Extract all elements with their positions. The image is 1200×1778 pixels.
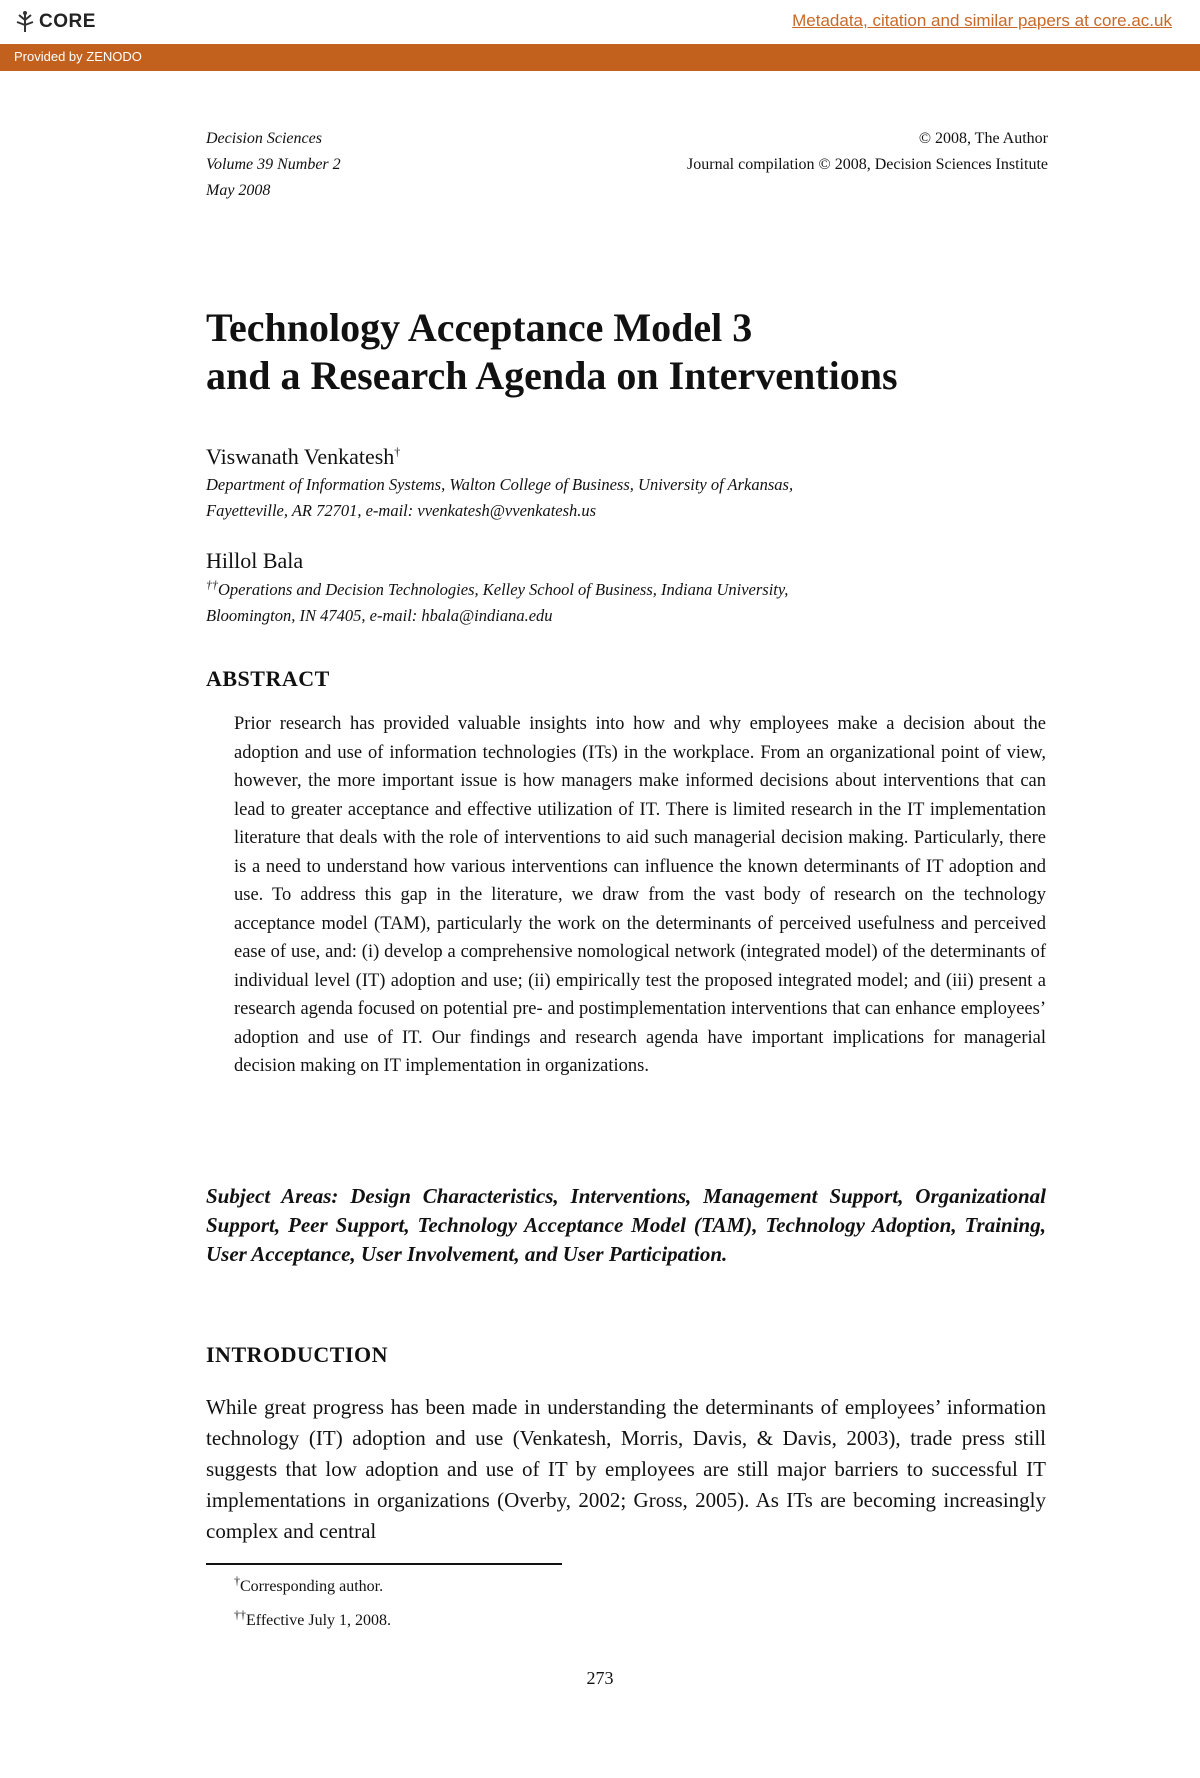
abstract-heading: ABSTRACT <box>206 666 330 691</box>
journal-info <box>206 126 341 204</box>
copyright-journal: Journal compilation © 2008, Decision Sciences Institute <box>687 156 1048 173</box>
author-1 <box>206 444 400 470</box>
copyright-info <box>687 126 1048 178</box>
provided-by-bar <box>0 44 1200 71</box>
journal-name: Decision Sciences <box>206 130 322 147</box>
author-1-marker: † <box>394 444 401 459</box>
author-2-affiliation-line-1: Operations and Decision Technologies, Kelley School of Business, Indiana University, <box>218 580 789 599</box>
core-banner <box>0 0 1200 44</box>
author-1-name: Viswanath Venkatesh <box>206 444 395 469</box>
author-2-affiliation-line-2: Bloomington, IN 47405, e-mail: hbala@indiana.edu <box>206 606 553 625</box>
title-line-2: and a Research Agenda on Interventions <box>206 353 898 398</box>
author-1-affiliation-line-2: Fayetteville, AR 72701, e-mail: vvenkatesh@vvenkatesh.us <box>206 501 597 520</box>
journal-volume: Volume 39 Number 2 <box>206 156 341 173</box>
core-logo-text: CORE <box>39 11 96 32</box>
footnote-divider <box>206 1563 562 1565</box>
title-line-1: Technology Acceptance Model 3 <box>206 305 753 350</box>
provided-by-text: Provided by ZENODO <box>14 49 142 64</box>
footnote-2-marker: †† <box>234 1607 246 1622</box>
abstract-text: Prior research has provided valuable insights into how and why employees make a decision about the adoption and use of information technologies (ITs) in the workplace. From an organizational point of view, however, the more important issue is how managers make informed decisions about interventions that can lead to greater acceptance and effective utilization of IT. There is limited research in the IT implementation literature that deals with the role of interventions to aid such managerial decision making. Particularly, there is a need to understand how various interventions can influence the known determinants of IT adoption and use. To address this gap in the literature, we draw from the vast body of research on the technology acceptance model (TAM), particularly the work on the determinants of perceived usefulness and perceived ease of use, and: (i) develop a comprehensive nomological network (integrated model) of the determinants of individual level (IT) adoption and use; (ii) empirically test the proposed integrated model; and (iii) present a research agenda focused on potential pre- and postimplementation interventions that can enhance employees’ adoption and use of IT. Our findings and research agenda have important implications for managerial decision making on IT implementation in organizations. <box>234 714 1046 1076</box>
core-logo-icon <box>14 10 36 34</box>
subject-areas: Subject Areas: Design Characteristics, Interventions, Management Support, Organizational Support, Peer Support, Technology Acceptance Model (TAM), Technology Adoption, Training, User Acceptance, User Involvement, and User Participation. <box>206 1184 1046 1266</box>
author-2-marker: †† <box>206 577 218 592</box>
footnote-1-text: Corresponding author. <box>240 1578 384 1595</box>
footnote-2 <box>234 1607 392 1630</box>
introduction-text: While great progress has been made in understanding the determinants of employees’ information technology (IT) adoption and use (Venkatesh, Morris, Davis, & Davis, 2003), trade press still suggests that low adoption and use of IT by employees are still major barriers to successful IT implementations in organizations (Overby, 2002; Gross, 2005). As ITs are becoming increasingly complex and central <box>206 1395 1046 1543</box>
author-1-affiliation-line-1: Department of Information Systems, Walton College of Business, University of Arkansas, <box>206 475 794 494</box>
author-2 <box>206 548 303 574</box>
footnote-1 <box>234 1573 384 1596</box>
footnote-1-marker: † <box>234 1573 240 1588</box>
author-2-affiliation <box>206 577 1052 629</box>
journal-date: May 2008 <box>206 182 271 199</box>
author-1-affiliation <box>206 472 1052 524</box>
footnote-2-text: Effective July 1, 2008. <box>246 1612 392 1629</box>
page-number: 273 <box>586 1668 614 1688</box>
author-2-name: Hillol Bala <box>206 548 304 573</box>
introduction-heading: INTRODUCTION <box>206 1342 389 1367</box>
core-metadata-link[interactable]: Metadata, citation and similar papers at core.ac.uk <box>792 11 1172 30</box>
core-logo[interactable] <box>14 8 96 36</box>
copyright-author: © 2008, The Author <box>918 130 1048 147</box>
paper-title <box>206 304 898 400</box>
